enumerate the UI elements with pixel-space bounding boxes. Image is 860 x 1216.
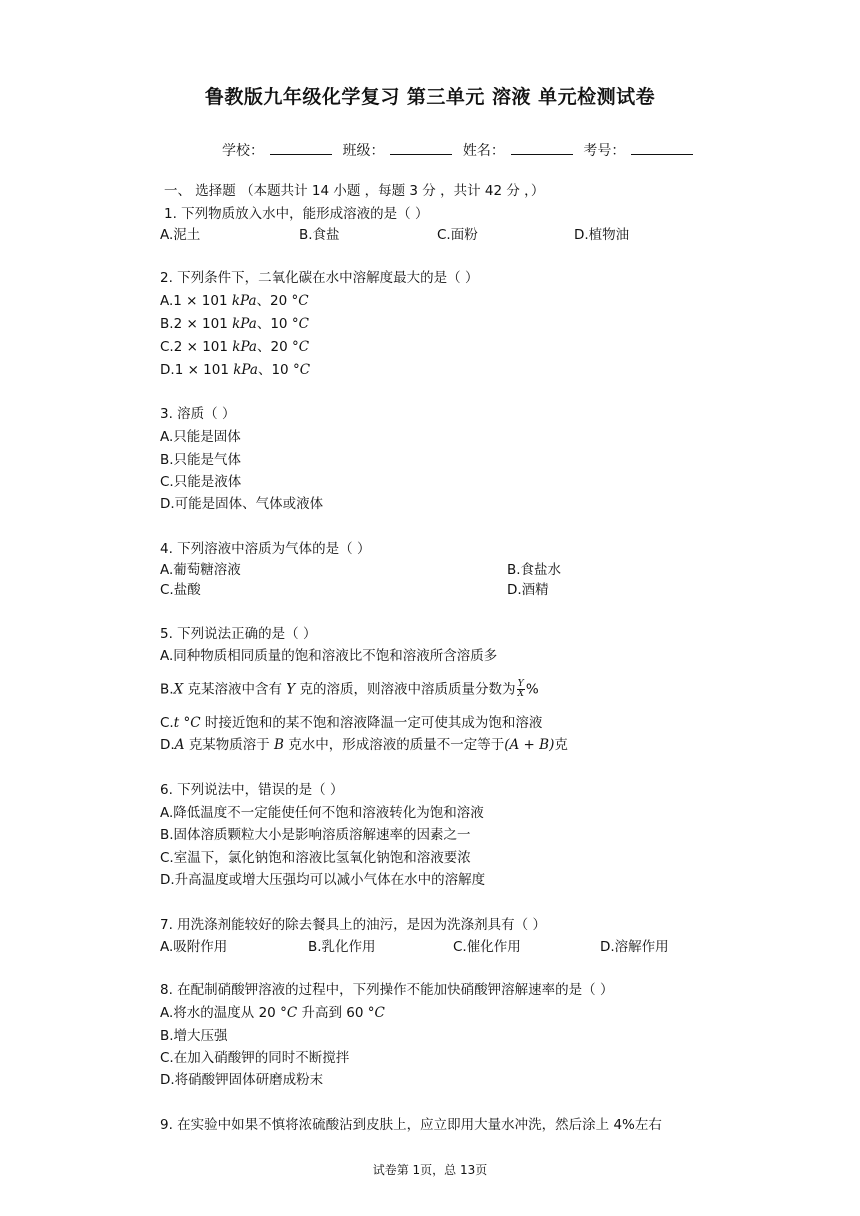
page-title: 鲁教版九年级化学复习 第三单元 溶液 单元检测试卷 bbox=[204, 86, 656, 108]
question-8-option-c: C.在加入硝酸钾的同时不断搅拌 bbox=[160, 1050, 350, 1066]
question-8-option-b: B.增大压强 bbox=[160, 1028, 228, 1044]
question-3-option-a: A.只能是固体 bbox=[160, 429, 241, 445]
class-blank bbox=[390, 142, 452, 155]
question-7-stem: 7. 用洗涤剂能较好的除去餐具上的油污，是因为洗涤剂具有（ ） bbox=[160, 917, 546, 933]
question-8-option-a: A.将水的温度从 20 °C 升高到 60 °C bbox=[160, 1005, 385, 1021]
question-7-option-d: D.溶解作用 bbox=[600, 939, 669, 955]
question-1-stem: 1. 下列物质放入水中，能形成溶液的是（ ） bbox=[164, 206, 429, 222]
fraction-y-over-x: $\frac{Y}{X}$ bbox=[517, 679, 524, 699]
student-info-line bbox=[222, 142, 699, 158]
question-8-stem: 8. 在配制硝酸钾溶液的过程中，下列操作不能加快硝酸钾溶解速率的是（ ） bbox=[160, 982, 614, 998]
question-5-stem: 5. 下列说法正确的是（ ） bbox=[160, 626, 317, 642]
question-3-option-c: C.只能是液体 bbox=[160, 474, 242, 490]
question-4-option-c: C.盐酸 bbox=[160, 582, 201, 598]
question-2-option-c: C.2 × 101 kPa、20 °C bbox=[160, 339, 310, 355]
question-8-option-d: D.将硝酸钾固体研磨成粉末 bbox=[160, 1072, 324, 1088]
name-label: 姓名： bbox=[462, 143, 505, 159]
question-4-stem: 4. 下列溶液中溶质为气体的是（ ） bbox=[160, 541, 371, 557]
question-3-stem: 3. 溶质（ ） bbox=[160, 406, 236, 422]
question-7-option-a: A.吸附作用 bbox=[160, 939, 228, 955]
question-6-option-b: B.固体溶质颗粒大小是影响溶质溶解速率的因素之一 bbox=[160, 827, 471, 843]
question-6-option-a: A.降低温度不一定能使任何不饱和溶液转化为饱和溶液 bbox=[160, 805, 484, 821]
section-heading: 一、 选择题 （本题共计 14 小题 ，每题 3 分 ，共计 42 分 ，） bbox=[164, 183, 545, 199]
question-1-option-b: B.食盐 bbox=[299, 227, 340, 243]
class-label: 班级： bbox=[342, 143, 385, 159]
exam-no-blank bbox=[631, 142, 693, 155]
question-4-option-a: A.葡萄糖溶液 bbox=[160, 562, 241, 578]
question-6-stem: 6. 下列说法中，错误的是（ ） bbox=[160, 782, 344, 798]
question-3-option-b: B.只能是气体 bbox=[160, 452, 242, 468]
question-2-option-a: A.1 × 101 kPa、20 °C bbox=[160, 293, 309, 309]
school-blank bbox=[270, 142, 332, 155]
question-6-option-c: C.室温下，氯化钠饱和溶液比氢氧化钠饱和溶液要浓 bbox=[160, 850, 471, 866]
question-5-option-a: A.同种物质相同质量的饱和溶液比不饱和溶液所含溶质多 bbox=[160, 648, 498, 664]
exam-no-label: 考号： bbox=[583, 143, 626, 159]
question-4-option-b: B.食盐水 bbox=[507, 562, 562, 578]
question-2-stem: 2. 下列条件下，二氧化碳在水中溶解度最大的是（ ） bbox=[160, 270, 479, 286]
name-blank bbox=[511, 142, 573, 155]
question-5-option-c: C.t °C 时接近饱和的某不饱和溶液降温一定可使其成为饱和溶液 bbox=[160, 715, 543, 731]
question-2-option-b: B.2 × 101 kPa、10 °C bbox=[160, 316, 309, 332]
question-3-option-d: D.可能是固体、气体或液体 bbox=[160, 496, 324, 512]
question-7-option-c: C.催化作用 bbox=[453, 939, 521, 955]
question-1-option-c: C.面粉 bbox=[437, 227, 478, 243]
question-1-option-a: A.泥土 bbox=[160, 227, 201, 243]
page-footer: 试卷第 1页，总 13页 bbox=[372, 1163, 488, 1177]
question-5-option-b: B.X 克某溶液中含有 Y 克的溶质，则溶液中溶质质量分数为 $\frac{Y}{X}$ % bbox=[160, 679, 539, 699]
question-9-stem: 9. 在实验中如果不慎将浓硫酸沾到皮肤上，应立即用大量水冲洗，然后涂上 4%左右 bbox=[160, 1117, 662, 1133]
question-6-option-d: D.升高温度或增大压强均可以减小气体在水中的溶解度 bbox=[160, 872, 486, 888]
question-1-option-d: D.植物油 bbox=[574, 227, 630, 243]
school-label: 学校： bbox=[222, 143, 264, 159]
question-4-option-d: D.酒精 bbox=[507, 582, 549, 598]
question-2-option-d: D.1 × 101 kPa、10 °C bbox=[160, 362, 311, 378]
question-5-option-d: D.A 克某物质溶于 B 克水中，形成溶液的质量不一定等于(A + B)克 bbox=[160, 737, 568, 753]
question-7-option-b: B.乳化作用 bbox=[308, 939, 376, 955]
